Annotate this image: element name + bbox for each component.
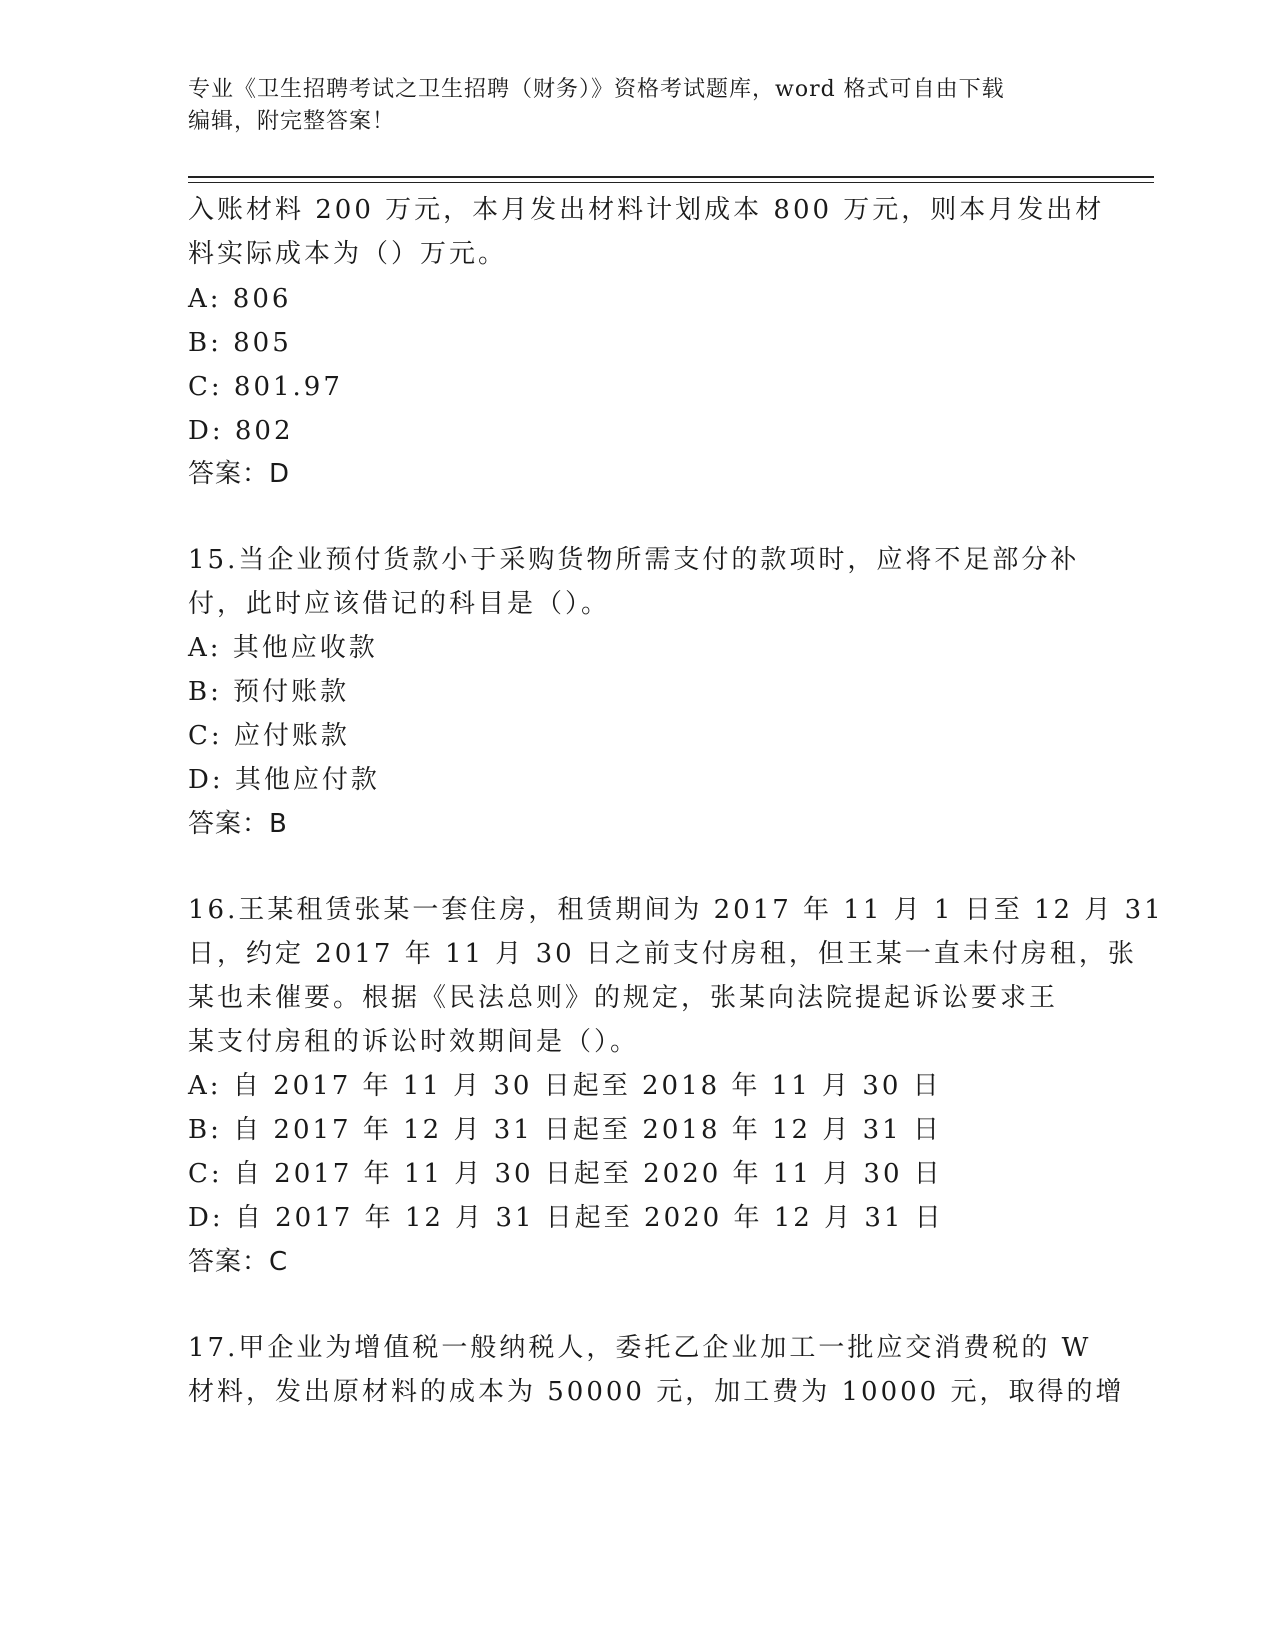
header-divider-thin bbox=[188, 182, 1154, 183]
q14-option-d: D: 802 bbox=[188, 416, 294, 446]
q15-option-d: D: 其他应付款 bbox=[188, 765, 380, 795]
q16-stem-line-2: 日，约定 2017 年 11 月 30 日之前支付房租，但王某一直未付房租，张 bbox=[188, 939, 1137, 969]
header-line-1: 专业《卫生招聘考试之卫生招聘（财务）》资格考试题库，word 格式可自由下载 bbox=[188, 77, 1005, 102]
q14-option-c: C: 801.97 bbox=[188, 372, 343, 402]
q14-option-b: B: 805 bbox=[188, 328, 292, 358]
q14-answer: 答案：D bbox=[188, 459, 291, 489]
q15-option-c: C: 应付账款 bbox=[188, 721, 350, 751]
q16-option-c: C: 自 2017 年 11 月 30 日起至 2020 年 11 月 30 日 bbox=[188, 1159, 943, 1189]
q14-option-a: A: 806 bbox=[188, 284, 292, 314]
q14-stem-line-2: 料实际成本为（）万元。 bbox=[188, 239, 508, 269]
q15-stem-line-2: 付，此时应该借记的科目是（）。 bbox=[188, 589, 611, 619]
header-line-2: 编辑，附完整答案！ bbox=[188, 109, 396, 134]
header-divider bbox=[188, 176, 1154, 178]
q16-option-d: D: 自 2017 年 12 月 31 日起至 2020 年 12 月 31 日 bbox=[188, 1203, 944, 1233]
q14-stem-line-1: 入账材料 200 万元，本月发出材料计划成本 800 万元，则本月发出材 bbox=[188, 195, 1105, 225]
q15-option-b: B: 预付账款 bbox=[188, 677, 350, 707]
q17-stem-line-2: 材料，发出原材料的成本为 50000 元，加工费为 10000 元，取得的增 bbox=[188, 1377, 1125, 1407]
q15-option-a: A: 其他应收款 bbox=[188, 633, 378, 663]
page-header bbox=[188, 74, 1088, 138]
q16-answer: 答案：C bbox=[188, 1247, 289, 1277]
q15-answer: 答案：B bbox=[188, 809, 288, 839]
q16-stem-line-4: 某支付房租的诉讼时效期间是（）。 bbox=[188, 1027, 640, 1057]
q16-option-a: A: 自 2017 年 11 月 30 日起至 2018 年 11 月 30 日 bbox=[188, 1071, 942, 1101]
q15-stem-line-1: 15.当企业预付货款小于采购货物所需支付的款项时，应将不足部分补 bbox=[188, 545, 1080, 575]
q17-stem-line-1: 17.甲企业为增值税一般纳税人，委托乙企业加工一批应交消费税的 W bbox=[188, 1333, 1092, 1363]
q16-stem-line-1: 16.王某租赁张某一套住房，租赁期间为 2017 年 11 月 1 日至 12 月 31 bbox=[188, 895, 1164, 925]
q16-stem-line-3: 某也未催要。根据《民法总则》的规定，张某向法院提起诉讼要求王 bbox=[188, 983, 1059, 1013]
q16-option-b: B: 自 2017 年 12 月 31 日起至 2018 年 12 月 31 日 bbox=[188, 1115, 942, 1145]
